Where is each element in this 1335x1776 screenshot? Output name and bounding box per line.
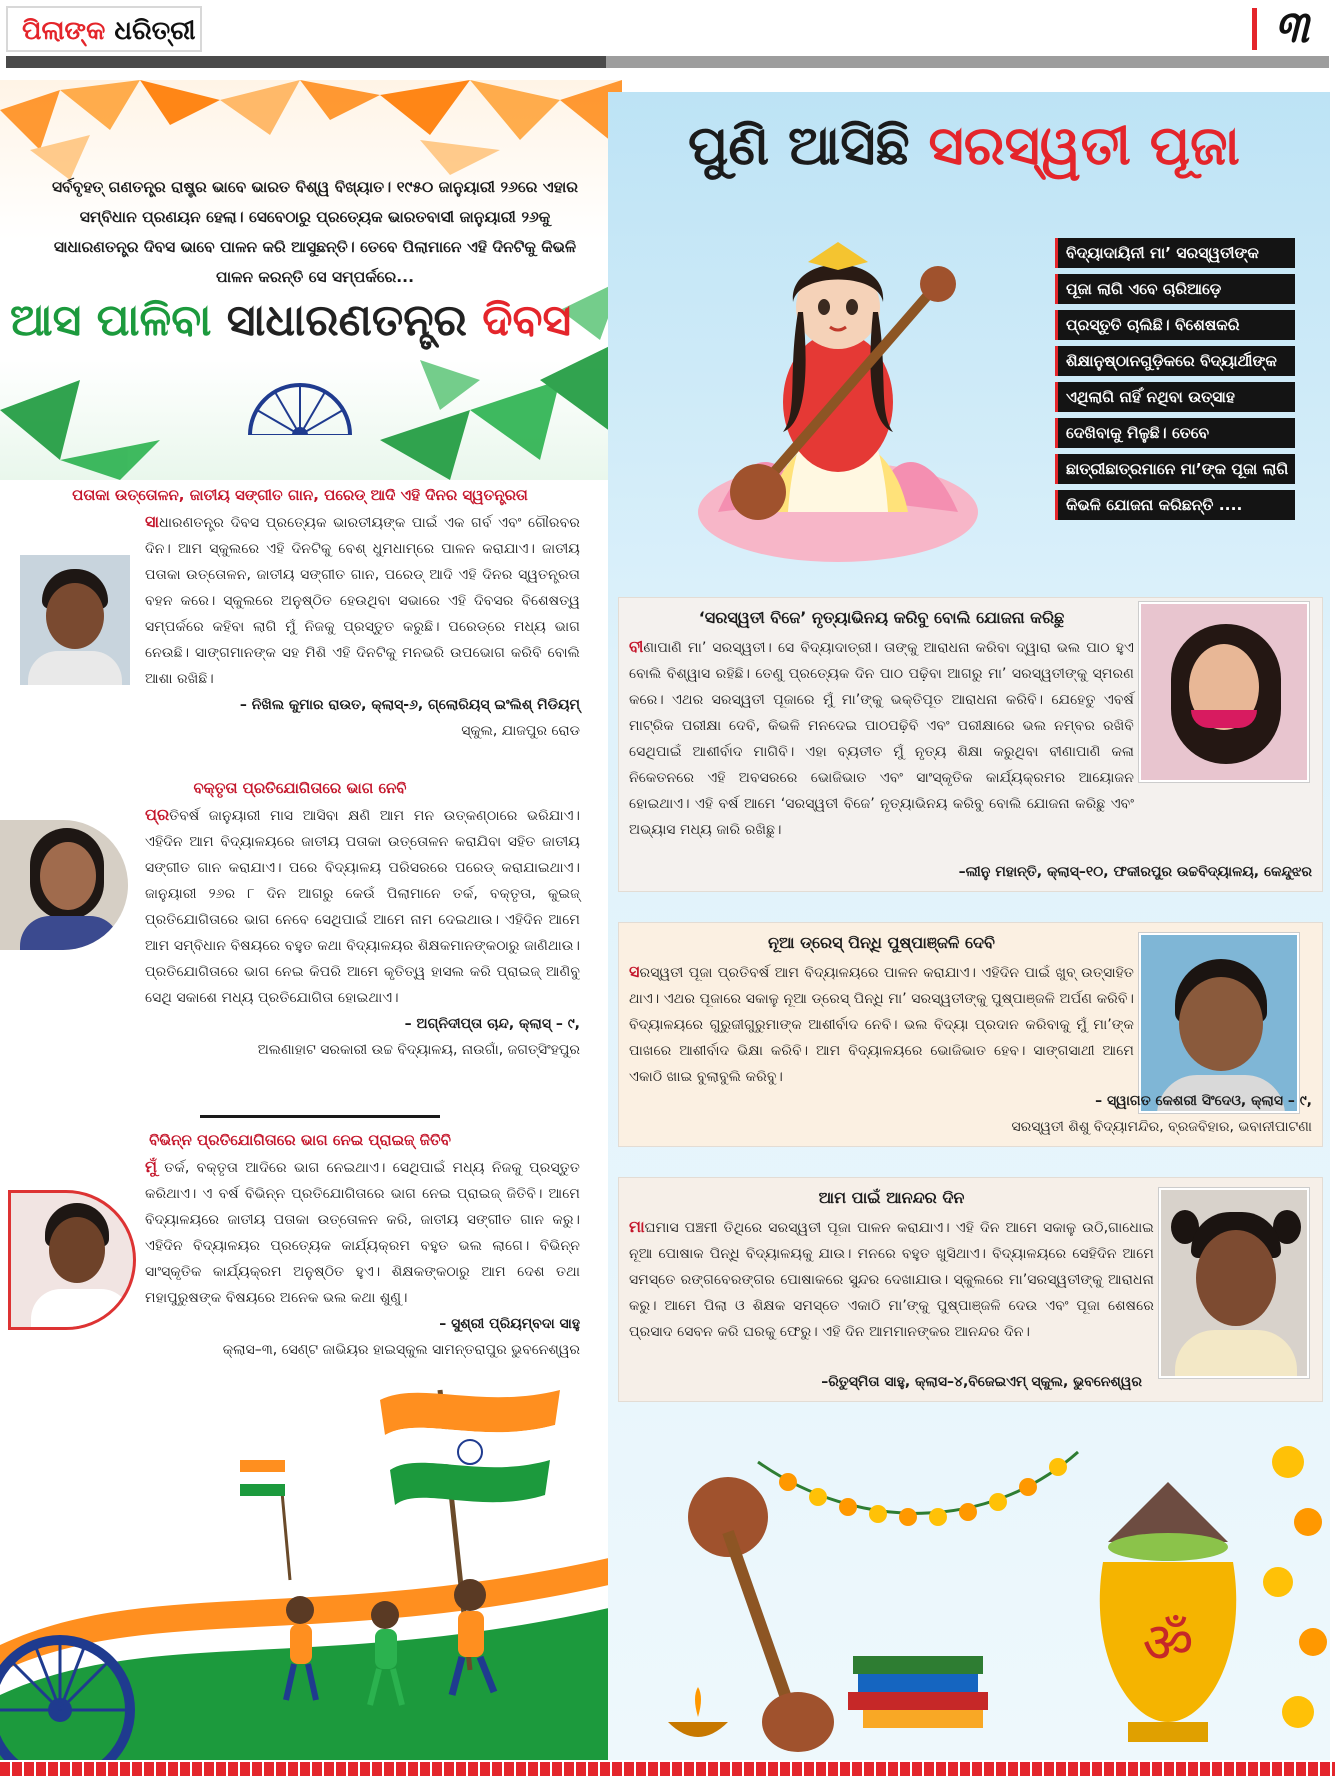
story-byline: – ନିଖିଲ କୁମାର ରାଉତ, କ୍ଲାସ୍-୬, ଗ୍ଲୋରିୟସ୍ ଇଂଲିଶ୍ ମିଡିୟମ୍ xyxy=(239,697,580,713)
intro-line: ବିଦ୍ୟାଦାୟିନୀ ମା’ ସରସ୍ୱତୀଙ୍କ xyxy=(1055,238,1295,268)
story-dropcap: ସା xyxy=(145,512,160,531)
story-body xyxy=(629,1214,1154,1345)
brand-logo xyxy=(6,6,202,52)
header-rule-dark xyxy=(6,56,606,68)
saraswati-intro-bars xyxy=(1055,238,1295,526)
books-icon xyxy=(848,1656,988,1728)
intro-line: ପୂଜା ଲାଗି ଏବେ ଚାରିଆଡ଼େ xyxy=(1055,274,1295,304)
story-byline-school: ସ୍କୁଲ, ଯାଜପୁର ରୋଡ xyxy=(461,723,580,739)
story-byline-block xyxy=(1011,1088,1312,1140)
story-byline: – ଅଗ୍ନିଦୀପ୍ତା ଚାନ୍ଦ, କ୍ଲାସ୍ – ୯, xyxy=(404,1016,580,1032)
small-flag-icon xyxy=(240,1460,290,1580)
intro-line: ପ୍ରସ୍ତୁତି ଚାଲିଛି। ବିଶେଷକରି xyxy=(1055,310,1295,340)
headline-part-2: ସରସ୍ୱତୀ ପୂଜା xyxy=(928,114,1240,177)
story-heading: ଆମ ପାଇଁ ଆନନ୍ଦର ଦିନ xyxy=(818,1188,965,1207)
story-dropcap: ମା xyxy=(629,1217,645,1236)
masthead xyxy=(0,0,1335,66)
saraswati-puja-section xyxy=(608,92,1330,1760)
story-heading: ପତାକା ଉତ୍ତୋଳନ, ଜାତୀୟ ସଙ୍ଗୀତ ଗାନ, ପରେଡ୍ ଆଦି ଏହି ଦିନର ସ୍ୱତନ୍ତ୍ରତା xyxy=(72,486,528,504)
page-number: ୩ xyxy=(1274,2,1309,53)
intro-line: ଛାତ୍ରୀଛାତ୍ରମାନେ ମା’ଙ୍କ ପୂଜା ଲାଗି xyxy=(1055,454,1295,484)
story-dropcap: ବୀ xyxy=(629,637,644,656)
story-byline-school: କ୍ଲାସ–୩, ସେଣ୍ଟ ଜାଭିୟର ହାଇସ୍କୁଲ ସାମନ୍ତରାପୁର ଭୁବନେଶ୍ୱର xyxy=(222,1342,580,1358)
story-text: ତର୍କ, ବକ୍ତୃତା ଆଦିରେ ଭାଗ ନେଇଥାଏ। ସେଥିପାଇଁ ମଧ୍ୟ ନିଜକୁ ପ୍ରସ୍ତୁତ କରିଥାଏ। ଏ ବର୍ଷ ବିଭିନ୍ନ ପ୍ରତିଯୋଗିତାରେ ଭାଗ ନେଇ ପ୍ରାଇଜ୍ ଜିତିବି। ଆମେ ବିଦ୍ୟାଳୟରେ ଜାତୀୟ ପତାକା ଉତ୍ତୋଳନ କରି, ଜାତୀୟ ସଙ୍ଗୀତ ଗାନ କରୁ। ଏହିଦିନ ବିଦ୍ୟାଳୟର ପ୍ରତ୍ୟେକ କାର୍ଯ୍ୟକ୍ରମ ବହୁତ ଭଲ ଲାଗେ। ବିଭିନ୍ନ ସାଂସ୍କୃତିକ କାର୍ଯ୍ୟକ୍ରମ ଅନୁଷ୍ଠିତ ହୁଏ। ଶିକ୍ଷକଙ୍କଠାରୁ ଆମ ଦେଶ ତଥା ମହାପୁରୁଷଙ୍କ ବିଷୟରେ ଅନେକ ଭଲ କଥା ଶୁଣୁ। xyxy=(145,1160,580,1306)
republic-day-headline xyxy=(10,295,610,346)
footer-rule xyxy=(0,1762,1335,1776)
brand-part-2: ଧରିତ୍ରୀ xyxy=(114,16,196,46)
story-heading: ନୂଆ ଡ୍ରେସ୍ ପିନ୍ଧି ପୁଷ୍ପାଞ୍ଜଳି ଦେବି xyxy=(768,933,995,952)
story-republic-2 xyxy=(20,778,580,1063)
marigold-flowers-icon xyxy=(1263,1446,1327,1728)
story-dropcap: ମୁଁ xyxy=(145,1157,157,1176)
intro-line: ଏଥିଲାଗି ନାହିଁ ନଥିବା ଉତ୍ସାହ xyxy=(1055,382,1295,412)
headline-part-2: ସାଧାରଣତନ୍ତ୍ର xyxy=(226,295,467,346)
page-number-divider xyxy=(1252,8,1257,50)
ashoka-chakra-icon xyxy=(245,380,355,435)
headline-part-1: ଆସ ପାଳିବା xyxy=(10,295,212,346)
headline-part-3: ଦିବସ xyxy=(482,295,572,346)
section-divider xyxy=(200,1115,440,1118)
story-text: ଣାପାଣି ମା’ ସରସ୍ୱତୀ। ସେ ବିଦ୍ୟାଦାତ୍ରୀ। ତାଙ୍କୁ ଆରାଧନା କରିବା ଦ୍ୱାରା ଭଲ ପାଠ ହୁଏ ବୋଲି ବିଶ୍ୱାସ ରହିଛି। ତେଣୁ ପ୍ରତ୍ୟେକ ଦିନ ପାଠ ପଢ଼ିବା ଆଗରୁ ମା’ ସରସ୍ୱତୀଙ୍କୁ ସ୍ମରଣ କରେ। ଏଥର ସରସ୍ୱତୀ ପୂଜାରେ ମୁଁ ମା’ଙ୍କୁ ଭକ୍ତିପୂତ ଆରାଧନା କରିବି। ଯେହେତୁ ଏବର୍ଷ ମାଟ୍ରିକ ପରୀକ୍ଷା ଦେବି, କିଭଳି ମନଦେଇ ପାଠପଢ଼ିବି ଏବଂ ପରୀକ୍ଷାରେ ଭଲ ନମ୍ବର ରଖିବି ସେଥିପାଇଁ ଆଶୀର୍ବାଦ ମାଗିବି। ଏହା ବ୍ୟତୀତ ମୁଁ ନୃତ୍ୟ ଶିକ୍ଷା କରୁଥିବା ବୀଣାପାଣି କଳା ନିକେତନରେ ଏହି ଅବସରରେ ଭୋଜିଭାତ ଏବଂ ସାଂସ୍କୃତିକ କାର୍ଯ୍ୟକ୍ରମର ଆୟୋଜନ ହୋଇଥାଏ। ଏହି ବର୍ଷ ଆମେ ‘ସରସ୍ୱତୀ ବିଜେ’ ନୃତ୍ୟାଭିନୟ କରିବୁ ବୋଲି ଯୋଜନା କରିଛୁ ଏବଂ ଅଭ୍ୟାସ ମଧ୍ୟ ଜାରି ରଖିଛୁ। xyxy=(629,640,1134,838)
diya-lamp-icon xyxy=(668,1687,728,1737)
veena-icon xyxy=(688,1477,834,1752)
story-byline: – ସୁଶ୍ରୀ ପ୍ରିୟମ୍ବଦା ସାହୁ xyxy=(439,1316,580,1332)
student-photo xyxy=(1139,933,1299,1113)
children-with-flags-illustration xyxy=(0,1370,622,1760)
story-saraswati-3 xyxy=(618,1177,1323,1402)
headline-part-1: ପୁଣି ଆସିଛି xyxy=(688,114,910,177)
story-text: ଘମାସ ପଞ୍ଚମୀ ତିଥିରେ ସରସ୍ୱତୀ ପୂଜା ପାଳନ କରାଯାଏ। ଏହି ଦିନ ଆମେ ସକାଳୁ ଉଠି,ଗାଧୋଇ ନୂଆ ପୋଷାକ ପିନ୍ଧି ବିଦ୍ୟାଳୟକୁ ଯାଉ। ମନରେ ବହୁତ ଖୁସିଥାଏ। ବିଦ୍ୟାଳୟରେ ସେହିଦିନ ଆମେ ସମସ୍ତେ ରଙ୍ଗବେରଙ୍ଗର ପୋଷାକରେ ସୁନ୍ଦର ଦେଖାଯାଉ। ସ୍କୁଲରେ ମା’ସରସ୍ୱତୀଙ୍କୁ ଆରାଧନା କରୁ। ଆମେ ପିଲା ଓ ଶିକ୍ଷକ ସମସ୍ତେ ଏକାଠି ମା’ଙ୍କୁ ପୁଷ୍ପାଞ୍ଜଳି ଦେଉ ଏବଂ ପୂଜା ଶେଷରେ ପ୍ରସାଦ ସେବନ କରି ଘରକୁ ଫେରୁ। ଏହି ଦିନ ଆମମାନଙ୍କର ଆନନ୍ଦର ଦିନ। xyxy=(629,1220,1154,1340)
story-byline: –ଲୀନୁ ମହାନ୍ତି, କ୍ଲାସ୍–୧୦, ଫକୀରପୁର ଉଚ୍ଚବିଦ୍ୟାଳୟ, କେନ୍ଦୁଝର xyxy=(958,864,1312,880)
student-photo xyxy=(8,1190,136,1330)
brand-part-1: ପିଲାଙ୍କ xyxy=(22,16,106,46)
om-symbol: ॐ xyxy=(1142,1611,1194,1676)
student-photo xyxy=(0,820,128,950)
student-photo xyxy=(1159,1188,1309,1378)
brand-name xyxy=(22,16,196,47)
intro-line: ଦେଖିବାକୁ ମିଳୁଛି। ତେବେ xyxy=(1055,418,1295,448)
story-body xyxy=(629,634,1134,843)
story-republic-3 xyxy=(20,1130,580,1363)
republic-day-section xyxy=(0,80,622,1760)
story-text: ରସ୍ୱତୀ ପୂଜା ପ୍ରତିବର୍ଷ ଆମ ବିଦ୍ୟାଳୟରେ ପାଳନ କରାଯାଏ। ଏହିଦିନ ପାଇଁ ଖୁବ୍ ଉତ୍ସାହିତ ଥାଏ। ଏଥର ପୂଜାରେ ସକାଳୁ ନୂଆ ଡ୍ରେସ୍ ପିନ୍ଧି ମା’ ସରସ୍ୱତୀଙ୍କୁ ପୁଷ୍ପାଞ୍ଜଳି ଅର୍ପଣ କରିବି। ବିଦ୍ୟାଳୟରେ ଗୁରୁଜୀଗୁରୁମାଙ୍କ ଆଶୀର୍ବାଦ ନେବି। ଭଲ ବିଦ୍ୟା ପ୍ରଦାନ କରିବାକୁ ମୁଁ ମା’ଙ୍କ ପାଖରେ ଆଶୀର୍ବାଦ ଭିକ୍ଷା କରିବି। ଆମ ବିଦ୍ୟାଳୟରେ ଭୋଜିଭାତ ହେବ। ସାଙ୍ଗସାଥୀ ଆମେ ଏକାଠି ଖାଇ ବୁଲାବୁଲି କରିବୁ। xyxy=(629,965,1134,1085)
story-republic-1 xyxy=(20,485,580,744)
header-rule-grey xyxy=(606,56,1329,68)
student-photo xyxy=(1139,602,1309,782)
marigold-garland-icon xyxy=(758,1452,1078,1526)
story-byline: –ରିତୁସ୍ମିତା ସାହୁ, କ୍ଲାସ–୪,ବିଜେଇଏମ୍ ସ୍କୁଲ, ଭୁବନେଶ୍ୱର xyxy=(821,1374,1142,1390)
story-byline: – ସ୍ୱାଗତ କେଶରୀ ସିଂଦେଓ, କ୍ଲାସ – ୯, xyxy=(1095,1093,1312,1109)
saraswati-goddess-illustration xyxy=(688,212,988,572)
story-heading: ବକ୍ତୃତା ପ୍ରତିଯୋଗିତାରେ ଭାଗ ନେବି xyxy=(193,779,407,797)
story-saraswati-1 xyxy=(618,597,1323,892)
puja-items-illustration xyxy=(608,1422,1330,1760)
story-text: ତିବର୍ଷ ଜାନୁୟାରୀ ମାସ ଆସିବା କ୍ଷଣି ଆମ ମନ ଉତ୍କଣ୍ଠାରେ ଭରିଯାଏ। ଏହିଦିନ ଆମ ବିଦ୍ୟାଳୟରେ ଜାତୀୟ ପତାକା ଉତ୍ତୋଳନ କରାଯିବା ସହିତ ଜାତୀୟ ସଙ୍ଗୀତ ଗାନ କରାଯାଏ। ପରେ ବିଦ୍ୟାଳୟ ପରିସରରେ ପରେଡ୍ କରାଯାଇଥାଏ। ଜାନୁୟାରୀ ୨୬ର ୮ ଦିନ ଆଗରୁ କେଉଁ ପିଲାମାନେ ତର୍କ, ବକ୍ତୃତା, କୁଇଜ୍ ପ୍ରତିଯୋଗିତାରେ ଭାଗ ନେବେ ସେଥିପାଇଁ ଆମେ ନାମ ଦେଇଥାଉ। ଏହିଦିନ ଆମେ ଆମ ସମ୍ବିଧାନ ବିଷୟରେ ବହୁତ କଥା ବିଦ୍ୟାଳୟର ଶିକ୍ଷକମାନଙ୍କଠାରୁ ଜାଣିଥାଉ। ପ୍ରତିଯୋଗିତାରେ ଭାଗ ନେଇ କିପରି ଆମେ କୃତିତ୍ୱ ହାସଲ କରି ପ୍ରାଇଜ୍ ଆଣିବୁ ସେଥି ସକାଶେ ମଧ୍ୟ ପ୍ରତିଯୋଗିତା ହୋଇଥାଏ। xyxy=(145,808,580,1006)
story-byline-school: ସରସ୍ୱତୀ ଶିଶୁ ବିଦ୍ୟାମନ୍ଦିର, ବ୍ରଜବିହାର, ଭବାନୀପାଟଣା xyxy=(1011,1119,1312,1135)
republic-day-hero xyxy=(0,80,622,480)
story-dropcap: ସ xyxy=(629,962,640,981)
story-saraswati-2 xyxy=(618,922,1323,1147)
story-text: ଧାରଣତନ୍ତ୍ର ଦିବସ ପ୍ରତ୍ୟେକ ଭାରତୀୟଙ୍କ ପାଇଁ ଏକ ଗର୍ବ ଏବଂ ଗୌରବର ଦିନ। ଆମ ସ୍କୁଲରେ ଏହି ଦିନଟିକୁ ବେଶ୍ ଧୁମଧାମ୍‌ରେ ପାଳନ କରାଯାଏ। ଜାତୀୟ ପତାକା ଉତ୍ତୋଳନ, ଜାତୀୟ ସଙ୍ଗୀତ ଗାନ, ପରେଡ୍ ଆଦି ଏହି ଦିନର ସ୍ୱତନ୍ତ୍ରତା ବହନ କରେ। ସ୍କୁଲରେ ଅନୁଷ୍ଠିତ ହେଉଥିବା ସଭାରେ ଏହି ଦିବସର ବିଶେଷତ୍ୱ ସମ୍ପର୍କରେ କହିବା ଲାଗି ମୁଁ ନିଜକୁ ପ୍ରସ୍ତୁତ କରୁଛି। ପରେଡ୍‌ରେ ମଧ୍ୟ ଭାଗ ନେଉଛି। ସାଙ୍ଗମାନଙ୍କ ସହ ମିଶି ଏହି ଦିନଟିକୁ ମନଭରି ଉପଭୋଗ କରିବି ବୋଲି ଆଶା ରଖିଛି। xyxy=(145,515,580,687)
intro-line: ଶିକ୍ଷାନୁଷ୍ଠାନଗୁଡ଼ିକରେ ବିଦ୍ୟାର୍ଥୀଙ୍କ xyxy=(1055,346,1295,376)
intro-line: କିଭଳି ଯୋଜନା କରିଛନ୍ତି .... xyxy=(1055,490,1295,520)
story-dropcap: ପ୍ର xyxy=(145,805,170,824)
story-heading: ‘ସରସ୍ୱତୀ ବିଜେ’ ନୃତ୍ୟାଭିନୟ କରିବୁ ବୋଲି ଯୋଜନା କରିଛୁ xyxy=(698,608,1065,627)
saraswati-headline xyxy=(688,114,1328,178)
story-body xyxy=(629,959,1134,1090)
story-byline-school: ଅଲଣାହାଟ ସରକାରୀ ଉଚ୍ଚ ବିଦ୍ୟାଳୟ, ନାଉଗାଁ, ଜଗତ୍‌ସିଂହପୁର xyxy=(257,1042,580,1058)
story-heading: ବିଭିନ୍ନ ପ୍ରତିଯୋଗିତାରେ ଭାଗ ନେଇ ପ୍ରାଇଜ୍ ଜିତିବି xyxy=(149,1131,451,1149)
republic-day-intro: ସର୍ବବୃହତ୍ ଗଣତନ୍ତ୍ର ରାଷ୍ଟ୍ର ଭାବେ ଭାରତ ବିଶ୍ୱ ବିଖ୍ୟାତ। ୧୯୫୦ ଜାନୁୟାରୀ ୨୬ରେ ଏହାର ସମ୍ବିଧାନ ପ୍ରଣୟନ ହେଲା। ସେବେଠାରୁ ପ୍ରତ୍ୟେକ ଭାରତବାସୀ ଜାନୁୟାରୀ ୨୬କୁ ସାଧାରଣତନ୍ତ୍ର ଦିବସ ଭାବେ ପାଳନ କରି ଆସୁଛନ୍ତି। ତେବେ ପିଲାମାନେ ଏହି ଦିନଟିକୁ କିଭଳି ପାଳନ କରନ୍ତି ସେ ସମ୍ପର୍କରେ... xyxy=(51,178,579,286)
student-photo xyxy=(20,555,130,685)
